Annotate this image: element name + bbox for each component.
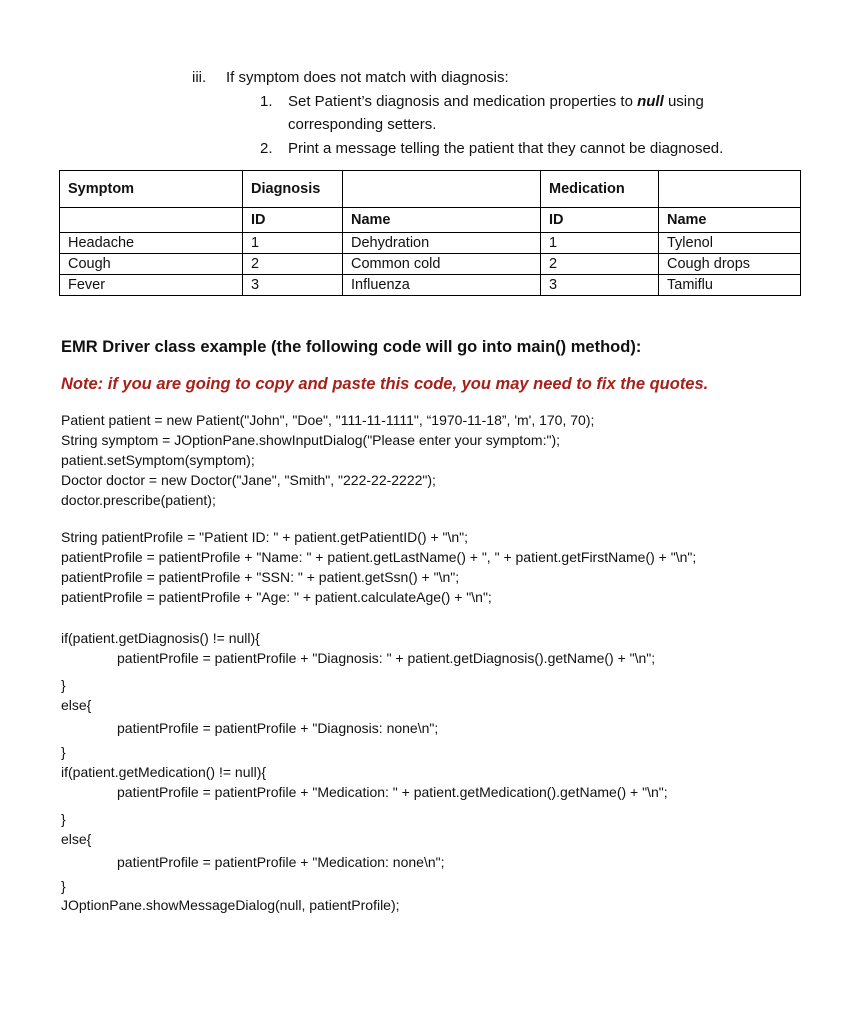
cell-symptom: Cough [60, 254, 243, 275]
subheader-diagnosis-name: Name [343, 208, 541, 233]
code-line: } [61, 811, 66, 827]
code-block-profile [61, 527, 696, 607]
cell-medication-name: Tylenol [659, 233, 801, 254]
cell-symptom: Headache [60, 233, 243, 254]
cell-diagnosis-name: Influenza [343, 275, 541, 296]
code-line: JOptionPane.showMessageDialog(null, patientProfile); [61, 897, 400, 913]
code-line [61, 649, 655, 669]
code-line: patientProfile = patientProfile + "SSN: " + patient.getSsn() + "\n"; [61, 569, 460, 585]
cell-medication-id: 1 [541, 233, 659, 254]
step-1-number: 1. [260, 93, 273, 110]
code-line-text: patientProfile = patientProfile + "Diagnosis: none\n"; [117, 720, 439, 736]
code-block-setup [61, 410, 594, 510]
cell-diagnosis-name: Dehydration [343, 233, 541, 254]
step-2-text: Print a message telling the patient that they cannot be diagnosed. [288, 140, 724, 157]
roman-number: iii. [192, 69, 207, 86]
table-header-row [60, 171, 801, 208]
table-subheader-row [60, 208, 801, 233]
table-row [60, 233, 801, 254]
code-line: } [61, 877, 66, 894]
instruction-step-1-continued: corresponding setters. [288, 116, 437, 133]
code-block-diagnosis [61, 629, 655, 762]
code-line: patientProfile = patientProfile + "Name: " + patient.getLastName() + ", " + patient.getFirstName() + "\n"; [61, 549, 697, 565]
header-symptom: Symptom [60, 171, 243, 208]
code-line: String symptom = JOptionPane.showInputDialog("Please enter your symptom:"); [61, 432, 560, 448]
step-1-text-pre: Set Patient’s diagnosis and medication properties to [288, 93, 638, 110]
subheader-empty [60, 208, 243, 233]
cell-diagnosis-id: 2 [243, 254, 343, 275]
step-1-text-post: using [663, 93, 704, 110]
cell-symptom: Fever [60, 275, 243, 296]
code-line: patientProfile = patientProfile + "Age: " + patient.calculateAge() + "\n"; [61, 589, 492, 605]
cell-medication-id: 3 [541, 275, 659, 296]
header-empty-1 [343, 171, 541, 208]
copy-paste-note: Note: if you are going to copy and paste this code, you may need to fix the quotes. [61, 375, 709, 393]
instruction-roman-item [192, 69, 509, 86]
section-title: EMR Driver class example (the following code will go into main() method): [61, 338, 642, 356]
code-line-text: patientProfile = patientProfile + "Medication: none\n"; [117, 854, 445, 870]
code-line: String patientProfile = "Patient ID: " + patient.getPatientID() + "\n"; [61, 529, 469, 545]
header-diagnosis: Diagnosis [243, 171, 343, 208]
subheader-medication-id: ID [541, 208, 659, 233]
header-medication: Medication [541, 171, 659, 208]
step-2-number: 2. [260, 140, 273, 157]
roman-text: If symptom does not match with diagnosis: [226, 69, 509, 86]
step-1-null-keyword: null [637, 93, 664, 110]
code-line: else{ [61, 830, 92, 847]
cell-medication-name: Cough drops [659, 254, 801, 275]
code-line: else{ [61, 696, 92, 713]
code-line: } [61, 677, 66, 693]
code-line: } [61, 743, 66, 760]
code-line [61, 853, 668, 873]
header-empty-2 [659, 171, 801, 208]
cell-medication-id: 2 [541, 254, 659, 275]
symptom-diagnosis-table [59, 170, 801, 296]
code-line-text: patientProfile = patientProfile + "Medication: " + patient.getMedication().getName() + "\n"; [117, 783, 668, 800]
subheader-diagnosis-id: ID [243, 208, 343, 233]
code-line-text: patientProfile = patientProfile + "Diagnosis: " + patient.getDiagnosis().getName() + "\n"; [117, 649, 656, 666]
cell-diagnosis-id: 3 [243, 275, 343, 296]
code-line: if(patient.getMedication() != null){ [61, 764, 267, 780]
cell-diagnosis-id: 1 [243, 233, 343, 254]
code-line [61, 783, 668, 803]
cell-medication-name: Tamiflu [659, 275, 801, 296]
cell-diagnosis-name: Common cold [343, 254, 541, 275]
table-row [60, 275, 801, 296]
step-1-text [288, 93, 704, 110]
code-line [61, 719, 655, 739]
subheader-medication-name: Name [659, 208, 801, 233]
code-line: Doctor doctor = new Doctor("Jane", "Smith", "222-22-2222"); [61, 472, 436, 488]
code-block-medication [61, 763, 668, 916]
table-row [60, 254, 801, 275]
code-line: if(patient.getDiagnosis() != null){ [61, 630, 260, 646]
code-line: doctor.prescribe(patient); [61, 492, 216, 508]
code-line: Patient patient = new Patient("John", "Doe", "111-11-1111", “1970-11-18”, 'm', 170, 70); [61, 412, 595, 428]
code-line: patient.setSymptom(symptom); [61, 452, 255, 468]
